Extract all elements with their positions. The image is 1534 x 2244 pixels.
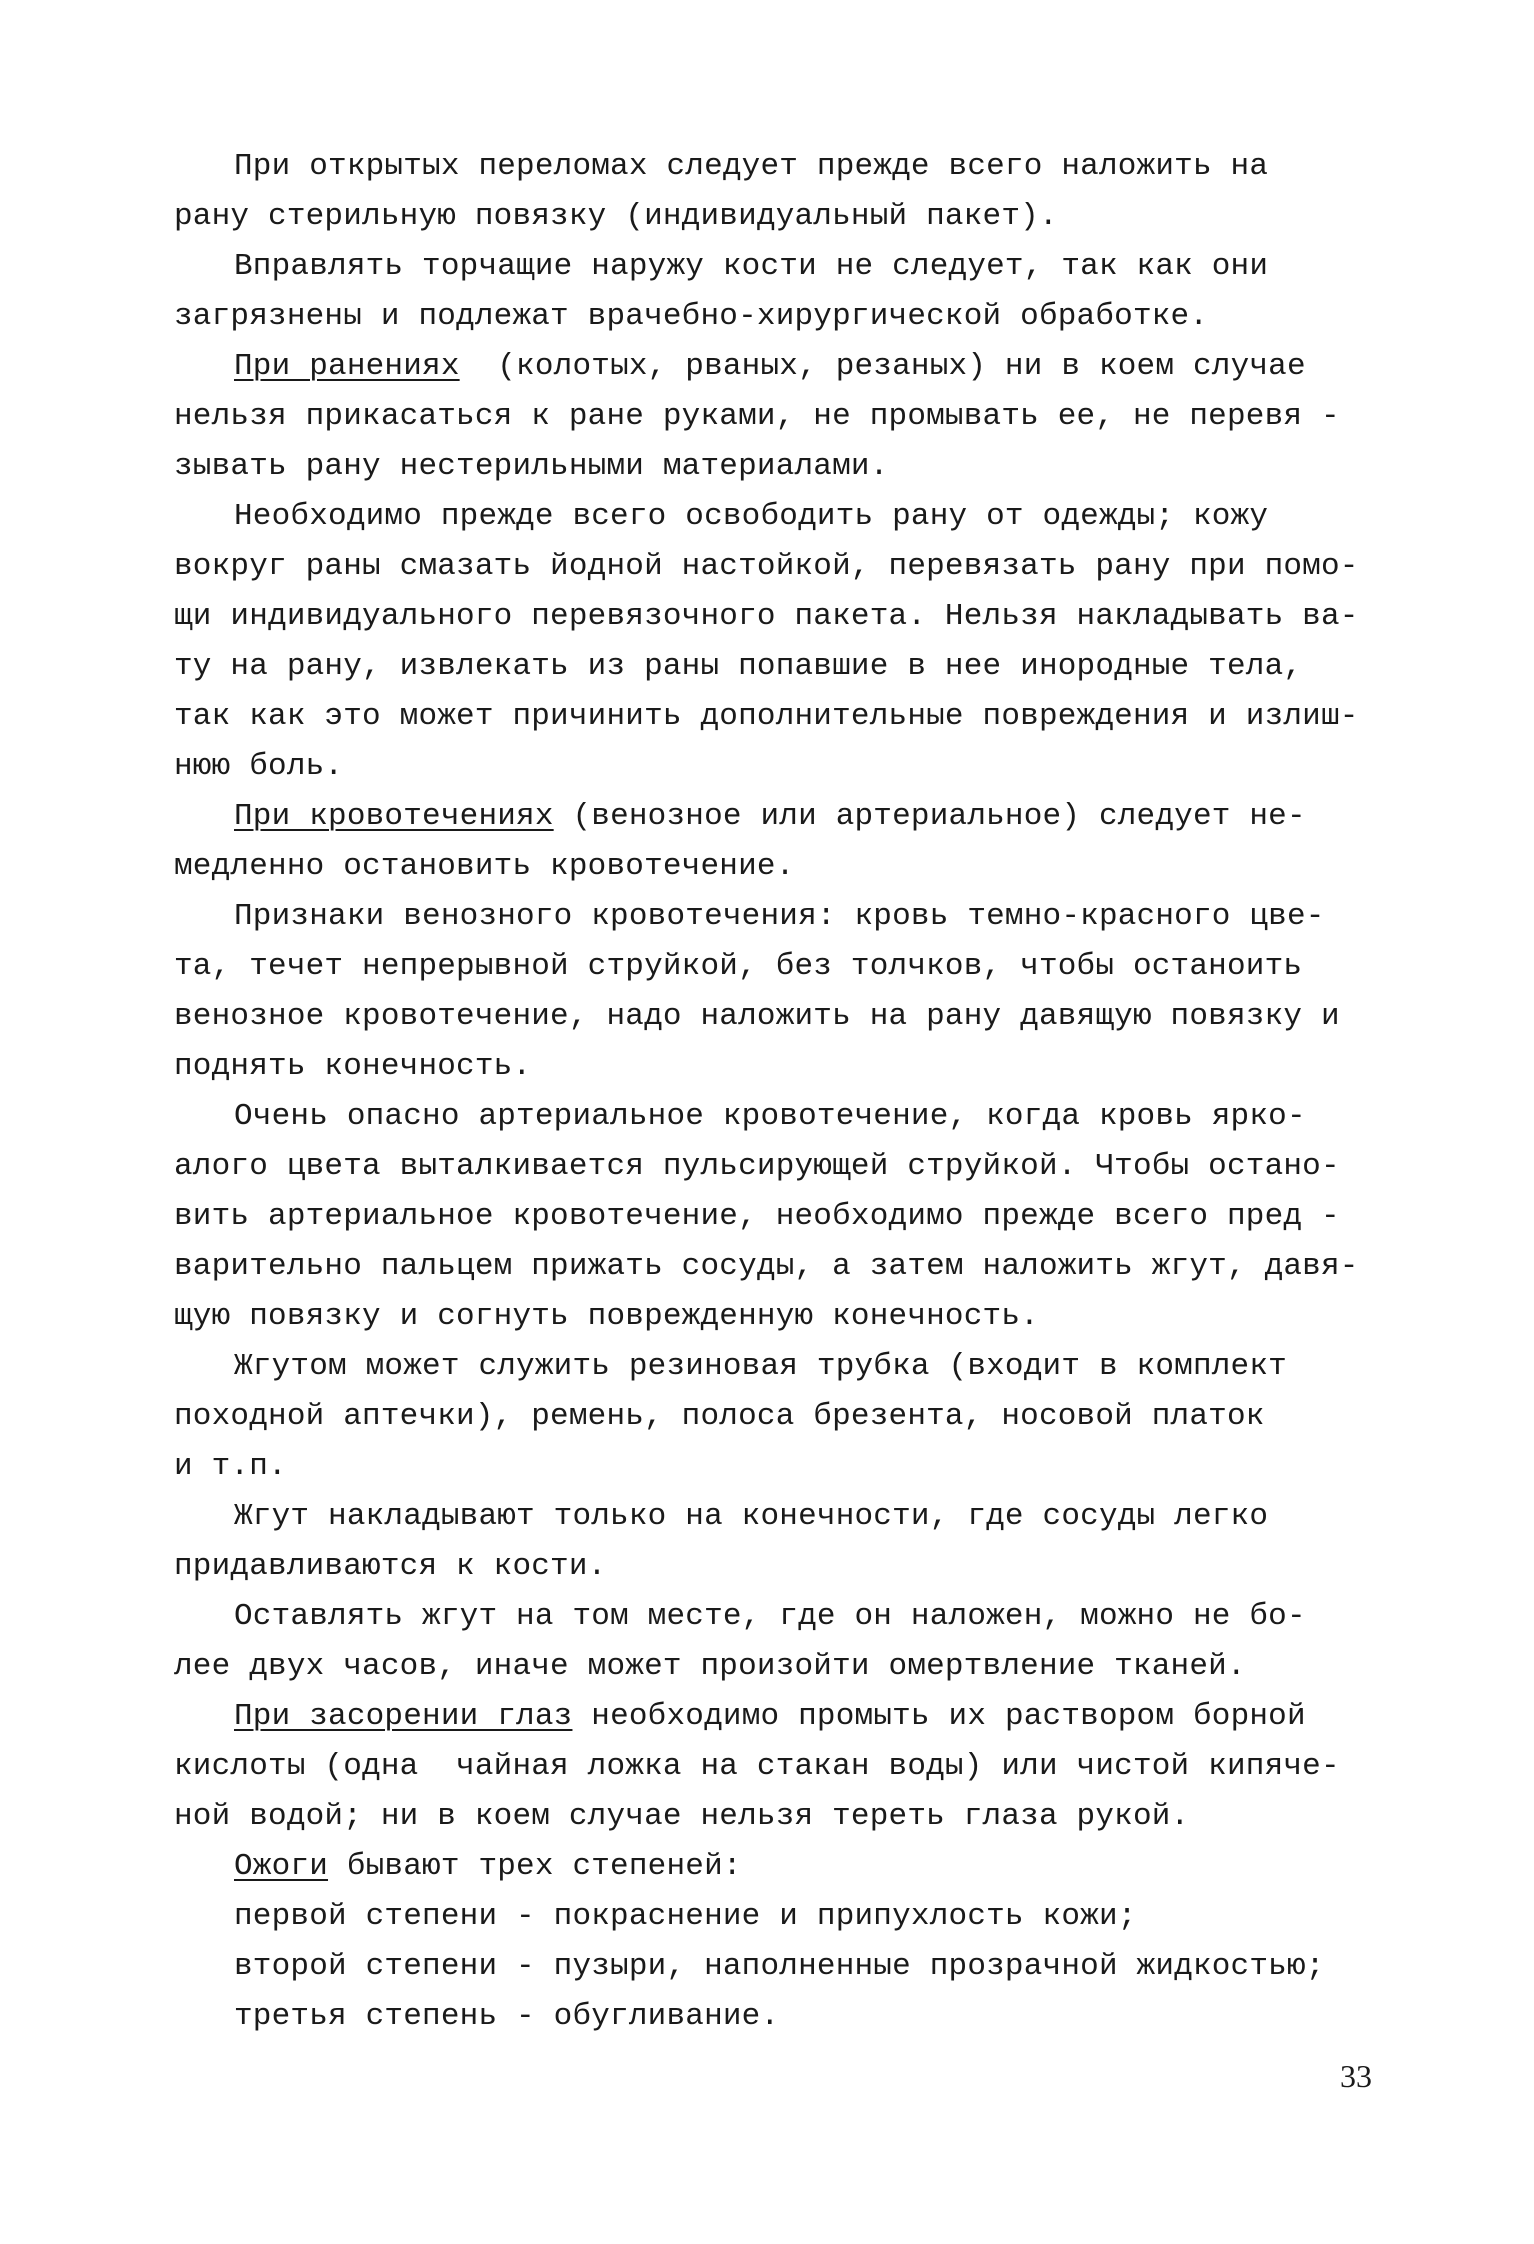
text-line <box>174 342 1414 392</box>
text-line: Необходимо прежде всего освободить рану от одежды; кожу <box>234 499 1269 534</box>
text-run: (колотых, рваных, резаных) ни в коем случае <box>459 349 1306 384</box>
text-line: та, течет непрерывной струйкой, без толчков, чтобы останоить <box>174 949 1303 984</box>
underlined-heading: При ранениях <box>234 349 460 384</box>
text-line: загрязнены и подлежат врачебно-хирургической обработке. <box>174 299 1209 334</box>
text-line: Вправлять торчащие наружу кости не следует, так как они <box>234 249 1269 284</box>
underlined-heading: При засорении глаз <box>234 1699 573 1734</box>
text-run: необходимо промыть их раствором борной <box>572 1699 1306 1734</box>
text-line: походной аптечки), ремень, полоса брезента, носовой платок <box>174 1399 1265 1434</box>
text-line: Очень опасно артериальное кровотечение, когда кровь ярко- <box>234 1099 1306 1134</box>
text-line: второй степени - пузыри, наполненные прозрачной жидкостью; <box>234 1949 1325 1984</box>
underlined-heading: При кровотечениях <box>234 799 554 834</box>
text-line: медленно остановить кровотечение. <box>174 849 795 884</box>
text-line: и т.п. <box>174 1449 287 1484</box>
text-line: третья степень - обугливание. <box>234 1999 780 2034</box>
text-run: бывают трех степеней: <box>328 1849 742 1884</box>
text-line: лее двух часов, иначе может произойти омертвление тканей. <box>174 1649 1246 1684</box>
text-line: При открытых переломах следует прежде всего наложить на <box>234 149 1269 184</box>
text-line: нюю боль. <box>174 749 344 784</box>
text-line: варительно пальцем прижать сосуды, а затем наложить жгут, давя- <box>174 1249 1359 1284</box>
text-line: кислоты (одна чайная ложка на стакан воды) или чистой кипяче- <box>174 1749 1340 1784</box>
text-line <box>174 1842 1414 1892</box>
text-line: рану стерильную повязку (индивидуальный пакет). <box>174 199 1058 234</box>
text-line: поднять конечность. <box>174 1049 532 1084</box>
text-line: Оставлять жгут на том месте, где он наложен, можно не бо- <box>234 1599 1306 1634</box>
text-line: придавливаются к кости. <box>174 1549 607 1584</box>
text-line: вокруг раны смазать йодной настойкой, перевязать рану при помо- <box>174 549 1359 584</box>
body-text <box>174 142 1414 2042</box>
text-line: щи индивидуального перевязочного пакета. Нельзя накладывать ва- <box>174 599 1359 634</box>
text-line: нельзя прикасаться к ране руками, не промывать ее, не перевя - <box>174 399 1340 434</box>
text-line: алого цвета выталкивается пульсирующей струйкой. Чтобы остано- <box>174 1149 1340 1184</box>
text-line: так как это может причинить дополнительные повреждения и излиш- <box>174 699 1359 734</box>
underlined-heading: Ожоги <box>234 1849 329 1884</box>
text-line: ной водой; ни в коем случае нельзя тереть глаза рукой. <box>174 1799 1190 1834</box>
text-line: вить артериальное кровотечение, необходимо прежде всего пред - <box>174 1199 1340 1234</box>
text-line <box>174 1692 1414 1742</box>
page-number: 33 <box>1340 2058 1372 2094</box>
text-line: Признаки венозного кровотечения: кровь темно-красного цве- <box>234 899 1325 934</box>
text-line <box>174 792 1414 842</box>
text-line: щую повязку и согнуть поврежденную конечность. <box>174 1299 1039 1334</box>
text-line: ту на рану, извлекать из раны попавшие в нее инородные тела, <box>174 649 1303 684</box>
text-line: Жгутом может служить резиновая трубка (входит в комплект <box>234 1349 1287 1384</box>
text-run: (венозное или артериальное) следует не- <box>553 799 1306 834</box>
text-line: зывать рану нестерильными материалами. <box>174 449 889 484</box>
text-line: первой степени - покраснение и припухлость кожи; <box>234 1899 1137 1934</box>
text-line: венозное кровотечение, надо наложить на рану давящую повязку и <box>174 999 1340 1034</box>
text-line: Жгут накладывают только на конечности, где сосуды легко <box>234 1499 1269 1534</box>
